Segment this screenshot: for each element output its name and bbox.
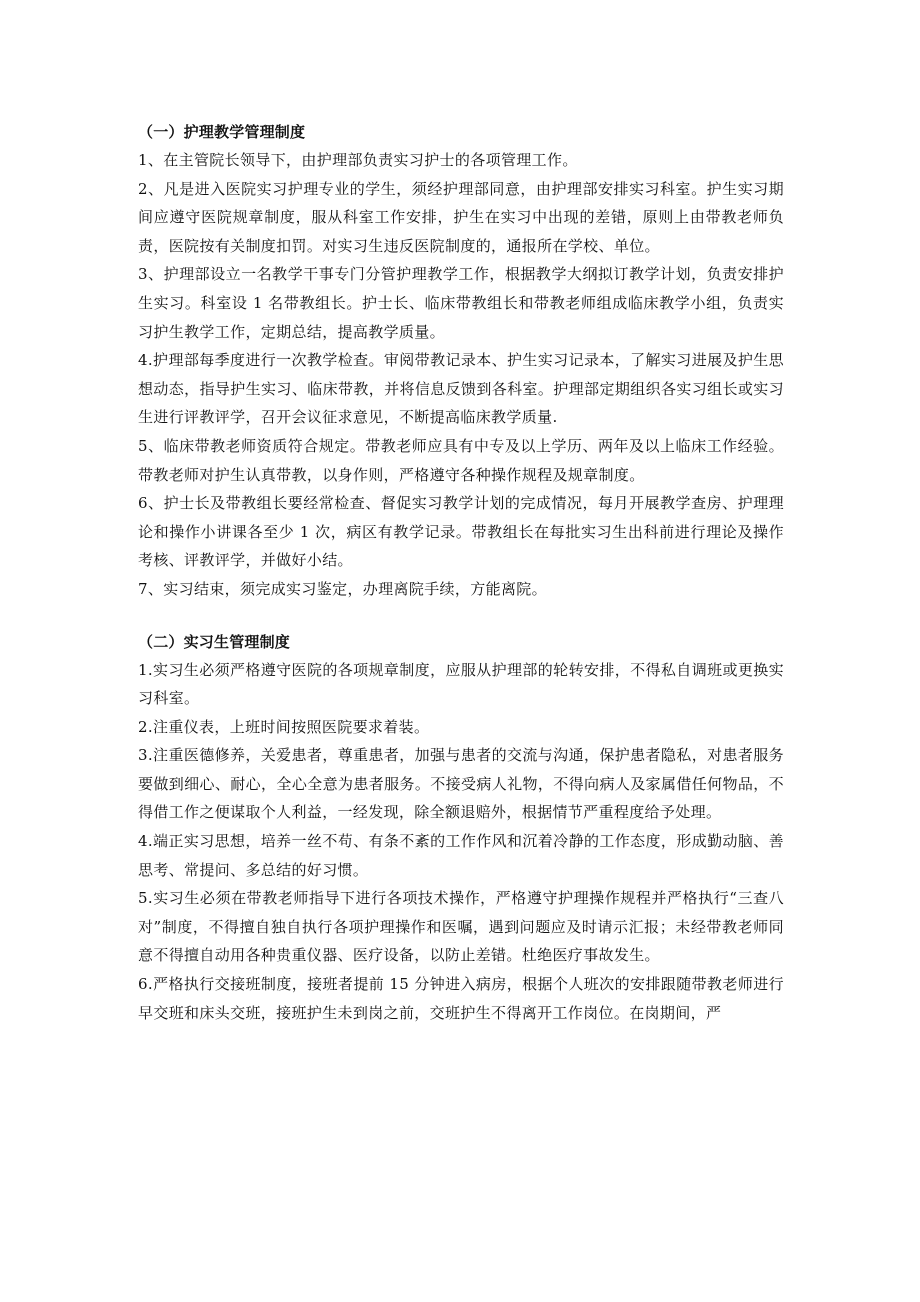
paragraph: 6.严格执行交接班制度，接班者提前 15 分钟进入病房，根据个人班次的安排跟随带教老师进行早交班和床头交班，接班护生未到岗之前，交班护生不得离开工作岗位。在岗期间，严 <box>138 975 784 1022</box>
paragraph: 4.护理部每季度进行一次教学检查。审阅带教记录本、护生实习记录本，了解实习进展及护生思想动态，指导护生实习、临床带教，并将信息反馈到各科室。护理部定期组织各实习组长或实习生进行评教评学，召开会议征求意见，不断提高临床教学质量. <box>138 351 784 427</box>
paragraph: 5.实习生必须在带教老师指导下进行各项技术操作，严格遵守护理操作规程并严格执行“三查八对”制度，不得擅自独自执行各项护理操作和医嘱，遇到问题应及时请示汇报；未经带教老师同意不得擅自动用各种贵重仪器、医疗设备，以防止差错。杜绝医疗事故发生。 <box>138 889 784 965</box>
paragraph: 1、在主管院长领导下，由护理部负责实习护士的各项管理工作。 <box>138 151 578 169</box>
paragraph: 6、护士长及带教组长要经常检查、督促实习教学计划的完成情况，每月开展教学查房、护理理论和操作小讲课各至少 1 次，病区有教学记录。带教组长在每批实习生出科前进行理论及操作考核、评教评学，并做好小结。 <box>138 494 784 570</box>
paragraph: 2、凡是进入医院实习护理专业的学生，须经护理部同意，由护理部安排实习科室。护生实习期间应遵守医院规章制度，服从科室工作安排，护生在实习中出现的差错，原则上由带教老师负责，医院按有关制度扣罚。对实习生违反医院制度的，通报所在学校、单位。 <box>138 179 784 255</box>
paragraph: 2.注重仪表，上班时间按照医院要求着装。 <box>138 717 430 736</box>
paragraph: 1.实习生必须严格遵守医院的各项规章制度，应服从护理部的轮转安排，不得私自调班或更换实习科室。 <box>138 660 784 708</box>
document-page <box>138 118 784 1027</box>
section-title: （一）护理教学管理制度 <box>138 123 306 141</box>
paragraph: 4.端正实习思想，培养一丝不苟、有条不紊的工作作风和沉着冷静的工作态度，形成勤动脑、善思考、常提问、多总结的好习惯。 <box>138 832 784 879</box>
paragraph: 3.注重医德修养，关爱患者，尊重患者，加强与患者的交流与沟通，保护患者隐私，对患者服务要做到细心、耐心，全心全意为患者服务。不接受病人礼物，不得向病人及家属借任何物品，不得借工作之便谋取个人利益，一经发现，除全额退赔外，根据情节严重程度给予处理。 <box>138 746 784 822</box>
section-intern-management <box>138 628 784 1028</box>
paragraph: 5、临床带教老师资质符合规定。带教老师应具有中专及以上学历、两年及以上临床工作经验。带教老师对护生认真带教，以身作则，严格遵守各种操作规程及规章制度。 <box>138 436 784 484</box>
paragraph: 7、实习结束，须完成实习鉴定，办理离院手续，方能离院。 <box>138 579 547 598</box>
section-teaching-management <box>138 118 784 604</box>
section-title: （二）实习生管理制度 <box>138 632 291 651</box>
paragraph: 3、护理部设立一名教学干事专门分管护理教学工作，根据教学大纲拟订教学计划，负责安排护生实习。科室设 1 名带教组长。护士长、临床带教组长和带教老师组成临床教学小组，负责实习护生教学工作，定期总结，提高教学质量。 <box>138 265 784 341</box>
